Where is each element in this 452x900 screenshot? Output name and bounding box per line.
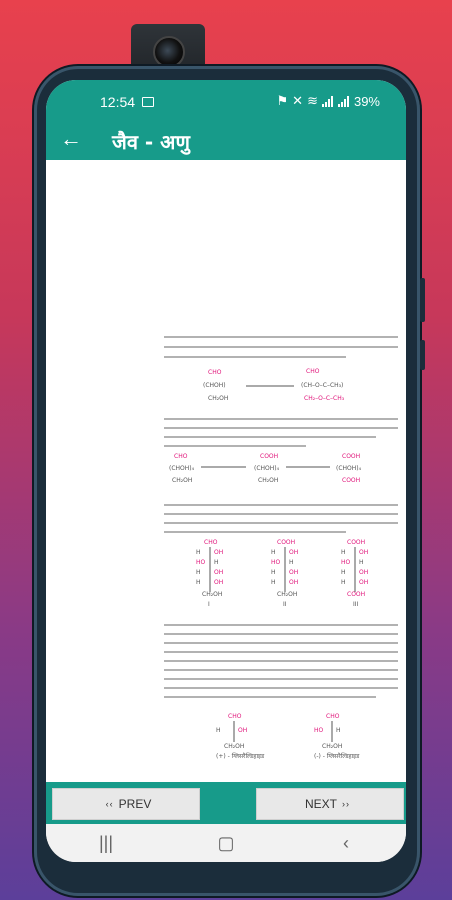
svg-text:II: II (283, 601, 287, 608)
svg-text:HO: HO (271, 559, 281, 566)
power-button (420, 340, 425, 370)
svg-text:(CHOH)₄: (CHOH)₄ (336, 465, 362, 472)
svg-text:OH: OH (214, 549, 224, 556)
mute-icon: ✕ (292, 93, 304, 108)
svg-text:H: H (271, 549, 276, 556)
svg-text:OH: OH (214, 579, 224, 586)
status-bar (46, 80, 406, 122)
svg-text:(-) - ग्लिसरैल्डिहाइड: (-) - ग्लिसरैल्डिहाइड (314, 753, 360, 760)
status-time: 12:54 (100, 94, 136, 110)
recents-icon[interactable]: ||| (98, 832, 114, 853)
svg-text:H: H (271, 569, 276, 576)
svg-text:OH: OH (214, 569, 224, 576)
camera-lens (153, 36, 185, 68)
svg-text:CH₂OH: CH₂OH (208, 395, 229, 402)
svg-text:OH: OH (289, 569, 299, 576)
next-button[interactable] (256, 788, 404, 820)
svg-text:COOH: COOH (277, 539, 296, 546)
prev-button[interactable] (52, 788, 200, 820)
signal-icon (322, 96, 334, 107)
svg-text:CHO: CHO (204, 539, 218, 546)
page-navigation-bar (46, 782, 406, 824)
svg-text:I: I (208, 601, 210, 608)
next-chevron-icon: ›› (342, 799, 350, 809)
svg-text:H: H (359, 559, 364, 566)
svg-text:CH₂OH: CH₂OH (322, 743, 343, 750)
prev-button-label: PREV (118, 797, 152, 811)
svg-text:H: H (196, 569, 201, 576)
svg-text:CHO: CHO (174, 453, 188, 460)
document-page-image (46, 160, 406, 782)
svg-text:OH: OH (289, 549, 299, 556)
prev-chevron-icon: ‹‹ (105, 799, 114, 809)
status-icons (277, 93, 381, 109)
wifi-icon: ≋ (307, 93, 318, 108)
svg-text:H: H (341, 549, 346, 556)
back-icon[interactable]: ‹ (343, 832, 349, 853)
document-view[interactable] (46, 160, 406, 782)
app-bar (46, 122, 406, 160)
svg-text:HO: HO (341, 559, 351, 566)
svg-text:H: H (196, 579, 201, 586)
svg-text:OH: OH (359, 579, 369, 586)
svg-text:(CHOH)₄: (CHOH)₄ (254, 465, 280, 472)
svg-text:CHO: CHO (208, 369, 222, 376)
svg-text:COOH: COOH (342, 453, 361, 460)
svg-text:COOH: COOH (347, 591, 366, 598)
image-notification-icon (142, 97, 154, 107)
svg-text:CHO: CHO (228, 713, 242, 720)
next-button-label: NEXT (304, 797, 337, 811)
svg-text:CHO: CHO (326, 713, 340, 720)
svg-text:CH₂OH: CH₂OH (202, 591, 223, 598)
svg-text:COOH: COOH (347, 539, 366, 546)
svg-text:III: III (353, 601, 359, 608)
home-icon[interactable]: ▢ (217, 832, 235, 853)
svg-text:(+) - ग्लिसरैल्डिहाइड: (+) - ग्लिसरैल्डिहाइड (216, 753, 265, 760)
svg-text:HO: HO (196, 559, 206, 566)
svg-text:CH₂OH: CH₂OH (277, 591, 298, 598)
back-arrow-icon[interactable]: ← (60, 126, 82, 151)
svg-text:H: H (214, 559, 219, 566)
volume-button (420, 278, 425, 322)
svg-text:COOH: COOH (342, 477, 361, 484)
system-navigation-bar (46, 824, 406, 862)
svg-text:H: H (341, 569, 346, 576)
svg-text:H: H (289, 559, 294, 566)
svg-text:H: H (271, 579, 276, 586)
svg-text:(CHOH): (CHOH) (203, 382, 226, 389)
svg-text:(CH–O–C–CH₃): (CH–O–C–CH₃) (301, 382, 344, 389)
svg-text:H: H (216, 727, 221, 734)
svg-text:HO: HO (314, 727, 324, 734)
svg-text:H: H (341, 579, 346, 586)
battery-text: 39% (353, 93, 380, 109)
svg-text:H: H (336, 727, 341, 734)
svg-text:H: H (196, 549, 201, 556)
svg-text:CHO: CHO (306, 368, 320, 375)
nfc-icon: ⚑ (276, 93, 289, 108)
svg-text:OH: OH (289, 579, 299, 586)
svg-text:OH: OH (359, 549, 369, 556)
svg-text:CH₂–O–C–CH₃: CH₂–O–C–CH₃ (304, 395, 345, 402)
svg-text:OH: OH (238, 727, 248, 734)
signal-icon-2 (338, 96, 350, 107)
svg-text:(CHOH)₄: (CHOH)₄ (169, 465, 195, 472)
svg-text:CH₂OH: CH₂OH (224, 743, 245, 750)
svg-text:COOH: COOH (260, 453, 279, 460)
svg-text:CH₂OH: CH₂OH (172, 477, 193, 484)
svg-text:OH: OH (359, 569, 369, 576)
page-title: जैव - अणु (112, 130, 190, 154)
svg-text:CH₂OH: CH₂OH (258, 477, 279, 484)
phone-screen (46, 80, 406, 862)
